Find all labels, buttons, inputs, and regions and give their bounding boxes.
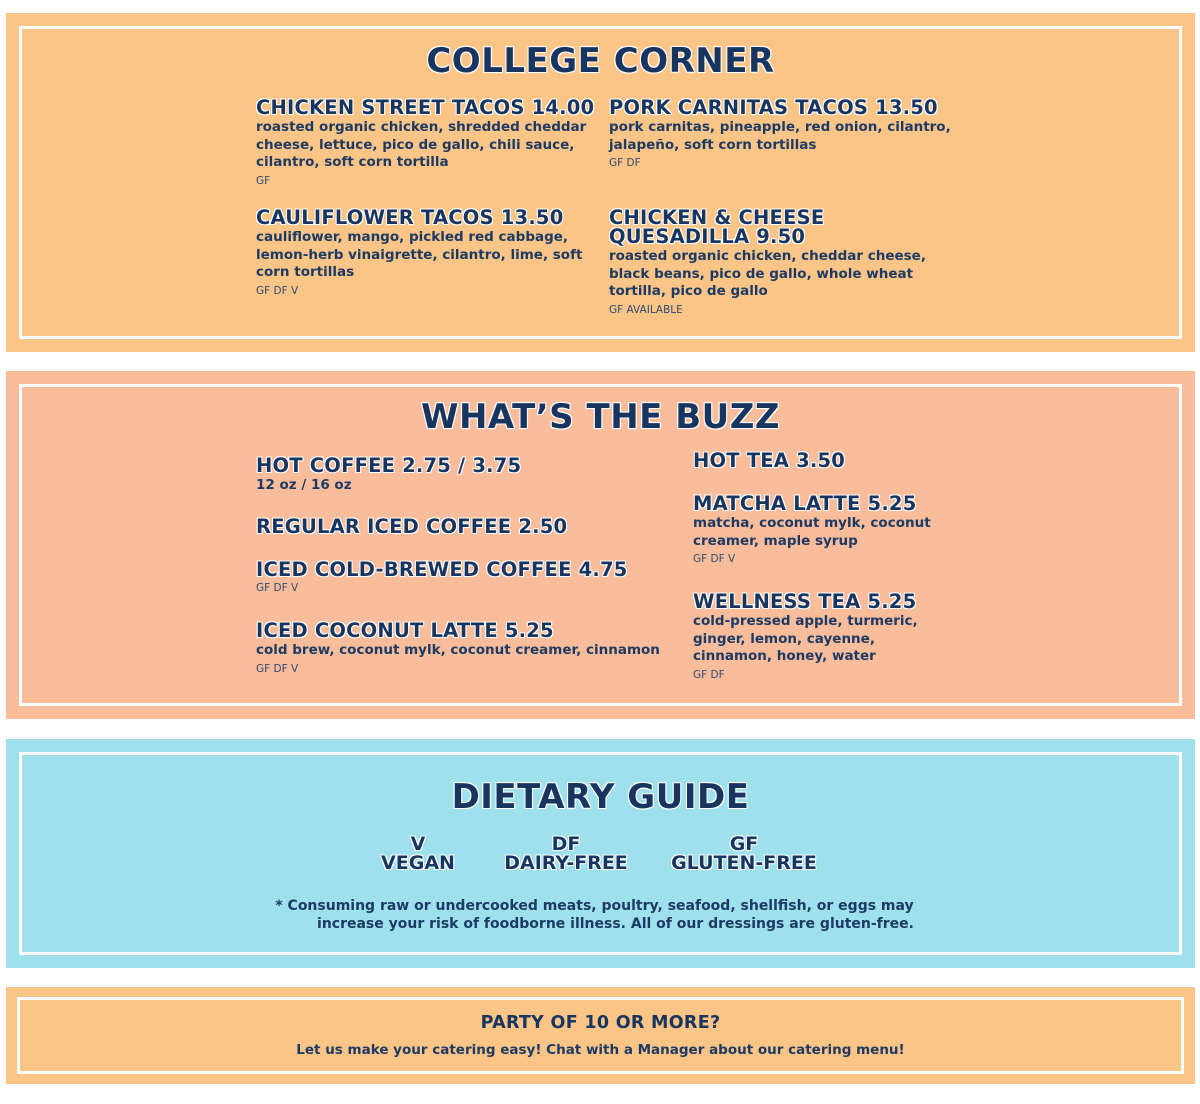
disclaimer-line: * Consuming raw or undercooked meats, poultry, seafood, shellfish, or eggs may [275,898,914,914]
menu-item-regular-iced-coffee [256,517,676,536]
legend-dairy-free [491,835,641,873]
menu-item-chicken-cheese-quesadilla [609,208,929,317]
menu-item-chicken-street-tacos [256,98,596,188]
item-dietary-tags: GF DF [609,157,641,169]
college-corner-panel [6,13,1195,352]
dietary-guide-panel [6,739,1195,968]
legend-abbr: DF [551,833,581,855]
menu-item-hot-coffee [256,456,676,495]
legend-full: GLUTEN-FREE [671,852,817,874]
menu-item-wellness-tea [693,592,928,682]
legend-abbr: V [410,833,426,855]
menu-item-hot-tea [693,451,953,470]
item-name: REGULAR ICED COFFEE 2.50 [256,515,568,538]
menu-item-iced-cold-brewed-coffee [256,560,676,595]
item-description: cauliflower, mango, pickled red cabbage, lemon-herb vinaigrette, cilantro, lime, soft corn tortillas [256,229,583,280]
item-dietary-tags: GF DF V [256,284,299,297]
legend-full: VEGAN [381,852,455,874]
item-description: 12 oz / 16 oz [256,477,352,493]
section-title: COLLEGE CORNER [426,41,775,81]
menu-item-pork-carnitas-tacos [609,98,959,170]
item-dietary-tags: GF DF V [256,662,299,675]
item-name: CHICKEN & CHEESE QUESADILLA 9.50 [609,206,825,248]
item-description: cold-pressed apple, turmeric, ginger, lemon, cayenne, cinnamon, honey, water [693,613,918,664]
item-dietary-tags: GF DF V [256,582,299,594]
item-name: CHICKEN STREET TACOS 14.00 [256,96,595,119]
item-dietary-tags: GF DF [693,668,725,681]
catering-title: PARTY OF 10 OR MORE? [480,1013,721,1033]
item-description: roasted organic chicken, cheddar cheese, black beans, pico de gallo, whole wheat tortilla, pico de gallo [609,248,926,299]
item-name: WELLNESS TEA 5.25 [693,590,917,613]
item-dietary-tags: GF DF V [693,553,736,565]
item-description: cold brew, coconut mylk, coconut creamer, cinnamon [256,642,660,658]
item-description: roasted organic chicken, shredded cheddar cheese, lettuce, pico de gallo, chili sauce, cilantro, soft corn tortilla [256,119,587,170]
section-title: DIETARY GUIDE [451,777,750,817]
legend-gluten-free [659,835,829,873]
legend-abbr: GF [729,833,759,855]
item-name: MATCHA LATTE 5.25 [693,492,917,515]
item-name: PORK CARNITAS TACOS 13.50 [609,96,938,119]
legend-full: DAIRY-FREE [504,852,628,874]
catering-panel [6,987,1195,1084]
item-description: pork carnitas, pineapple, red onion, cilantro, jalapeño, soft corn tortillas [609,119,951,153]
item-name: ICED COCONUT LATTE 5.25 [256,619,554,642]
menu-item-iced-coconut-latte [256,621,686,676]
legend-vegan [358,835,478,873]
item-description: matcha, coconut mylk, coconut creamer, maple syrup [693,515,931,549]
whats-the-buzz-panel [6,371,1195,719]
disclaimer-line: increase your risk of foodborne illness. All of our dressings are gluten-free. [317,916,914,932]
item-dietary-tags: GF [256,174,271,187]
panel-border [17,997,1184,1074]
food-safety-disclaimer [6,897,1195,933]
item-name: HOT COFFEE 2.75 / 3.75 [256,454,522,477]
catering-subtitle: Let us make your catering easy! Chat with a Manager about our catering menu! [296,1042,905,1058]
menu-item-cauliflower-tacos [256,208,586,298]
section-title: WHAT’S THE BUZZ [420,397,781,437]
item-name: ICED COLD-BREWED COFFEE 4.75 [256,558,628,581]
item-name: HOT TEA 3.50 [693,449,846,472]
item-dietary-tags: GF AVAILABLE [609,303,683,316]
menu-item-matcha-latte [693,494,938,566]
item-name: CAULIFLOWER TACOS 13.50 [256,206,564,229]
